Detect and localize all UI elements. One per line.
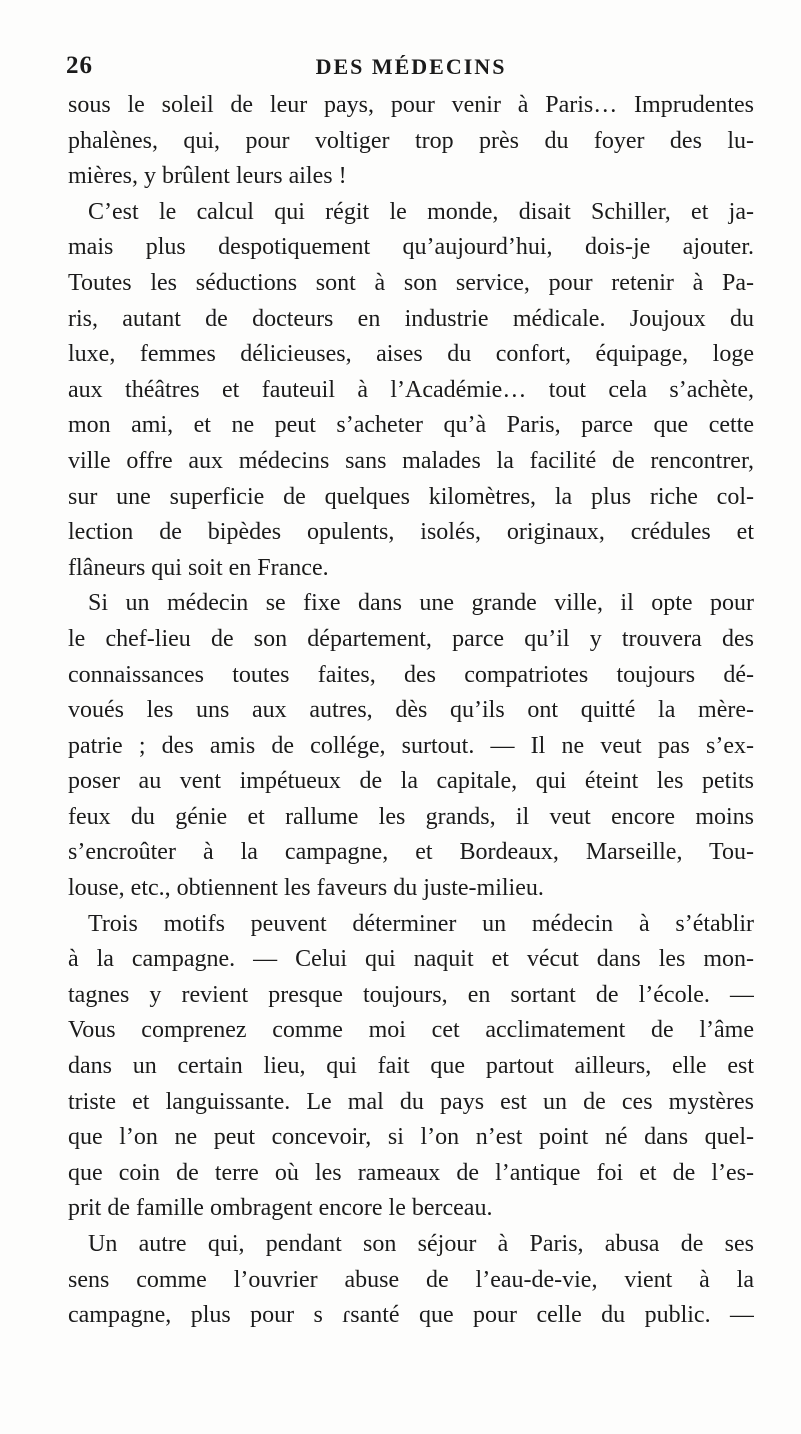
text-line: que coin de terre où les rameaux de l’antique foi et de l’es- xyxy=(68,1159,754,1186)
text-line: flâneurs qui soit en France. xyxy=(68,554,329,581)
text-line: louse, etc., obtiennent les faveurs du juste-milieu. xyxy=(68,875,544,902)
text-line: voués les uns aux autres, dès qu’ils ont quitté la mère- xyxy=(68,697,754,724)
text-line: C’est le calcul qui régit le monde, disait Schiller, et ja- xyxy=(88,198,754,225)
text-line: aux théâtres et fauteuil à l’Académie… tout cela s’achète, xyxy=(68,376,754,403)
text-line: sous le soleil de leur pays, pour venir à Paris… Imprudentes xyxy=(68,92,754,118)
text-line: poser au vent impétueux de la capitale, qui éteint les petits xyxy=(68,768,754,795)
text-line: ville offre aux médecins sans malades la facilité de rencontrer, xyxy=(68,447,754,474)
page-header xyxy=(66,52,756,88)
text-line: Vous comprenez comme moi cet acclimatement de l’âme xyxy=(68,1017,754,1044)
text-line: mon ami, et ne peut s’acheter qu’à Paris, parce que cette xyxy=(68,412,754,439)
text-line: à la campagne. — Celui qui naquit et vécut dans les mon- xyxy=(68,946,754,973)
text-line: Toutes les séductions sont à son service, pour retenir à Pa- xyxy=(68,269,754,296)
text-line: triste et languissante. Le mal du pays est un de ces mystères xyxy=(68,1088,754,1115)
text-line: dans un certain lieu, qui fait que partout ailleurs, elle est xyxy=(68,1053,754,1080)
text-line: sur une superficie de quelques kilomètres, la plus riche col- xyxy=(68,483,754,510)
text-line: Un autre qui, pendant son séjour à Paris, abusa de ses xyxy=(88,1231,754,1257)
text-line: le chef-lieu de son département, parce qu’il y trouvera des xyxy=(68,625,754,652)
page-number: 26 xyxy=(66,52,93,79)
text-line: luxe, femmes délicieuses, aises du confort, équipage, loge xyxy=(68,341,754,368)
text-line: campagne, plus pour s ɾsanté que pour celle du public. — xyxy=(68,1302,754,1329)
text-line: feux du génie et rallume les grands, il veut encore moins xyxy=(68,803,754,830)
text-line: Trois motifs peuvent déterminer un médecin à s’établir xyxy=(88,910,754,937)
text-line: lection de bipèdes opulents, isolés, originaux, crédules et xyxy=(68,519,754,546)
text-line: que l’on ne peut concevoir, si l’on n’est point né dans quel- xyxy=(68,1124,754,1151)
running-head: DES MÉDECINS xyxy=(315,54,507,79)
text-line: prit de famille ombragent encore le berceau. xyxy=(68,1195,493,1222)
text-line: tagnes y revient presque toujours, en sortant de l’école. — xyxy=(68,981,754,1008)
text-line: connaissances toutes faites, des compatriotes toujours dé- xyxy=(68,661,754,688)
text-line: sens comme l’ouvrier abuse de l’eau-de-vie, vient à la xyxy=(68,1266,754,1293)
body-text xyxy=(68,88,754,1334)
text-line: Si un médecin se fixe dans une grande ville, il opte pour xyxy=(88,590,754,617)
text-line: mais plus despotiquement qu’aujourd’hui, dois-je ajouter. xyxy=(68,234,754,261)
text-line: ris, autant de docteurs en industrie médicale. Joujoux du xyxy=(68,305,754,332)
text-line: mières, y brûlent leurs ailes ! xyxy=(68,163,347,190)
text-line: phalènes, qui, pour voltiger trop près du foyer des lu- xyxy=(68,127,754,154)
text-line: s’encroûter à la campagne, et Bordeaux, Marseille, Tou- xyxy=(68,839,754,866)
text-line: patrie ; des amis de collége, surtout. — Il ne veut pas s’ex- xyxy=(68,732,754,759)
